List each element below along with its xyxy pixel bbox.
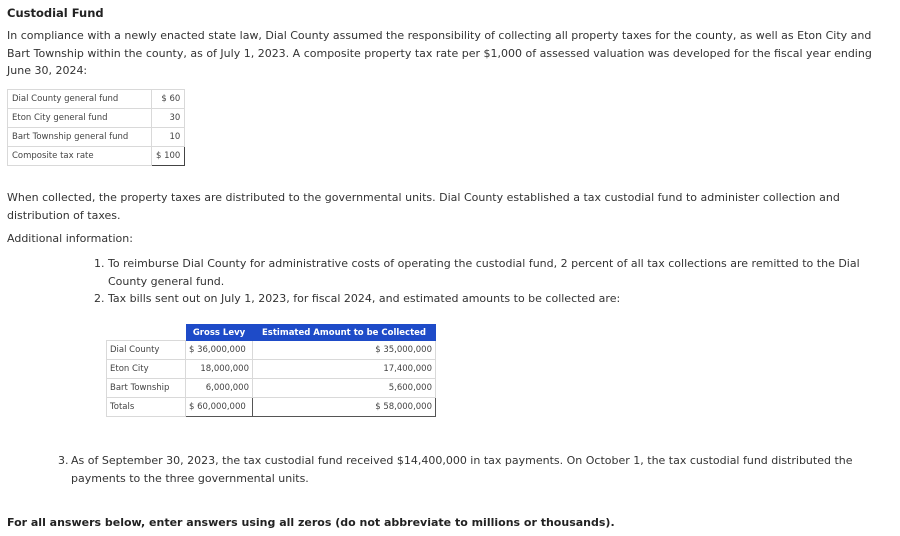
table-header-row bbox=[107, 325, 436, 341]
distribution-paragraph: When collected, the property taxes are distributed to the governmental units. Dial County established a tax custodial fund to administer collection and distribution of taxes. bbox=[7, 191, 840, 222]
table-row bbox=[107, 398, 436, 417]
table-row bbox=[8, 147, 185, 166]
list-item bbox=[94, 255, 889, 291]
gross-levy: 18,000,000 bbox=[186, 360, 253, 379]
additional-info-label: Additional information: bbox=[7, 232, 133, 245]
gross-levy-total: $ 60,000,000 bbox=[186, 398, 253, 417]
unit-name: Dial County bbox=[107, 341, 186, 360]
estimated-amount: $ 35,000,000 bbox=[253, 341, 436, 360]
intro-paragraph: In compliance with a newly enacted state law, Dial County assumed the responsibility of collecting all property taxes for the county, as well as Eton City and Bart Township within the county, as of July 1, 2023. A composite property tax rate per $1,000 of assessed valuation was developed for the fiscal year ending June 30, 2024: bbox=[7, 29, 872, 77]
table-row bbox=[8, 109, 185, 128]
list-text: As of September 30, 2023, the tax custodial fund received $14,400,000 in tax payments. On October 1, the tax custodial fund distributed the payments to the three governmental units. bbox=[71, 454, 853, 485]
instruction-text: For all answers below, enter answers using all zeros (do not abbreviate to millions or thousands). bbox=[7, 516, 615, 529]
list-number: 3. bbox=[58, 454, 69, 467]
rate-value: $ 60 bbox=[152, 90, 185, 109]
rate-label: Composite tax rate bbox=[8, 147, 152, 166]
rate-value: 30 bbox=[152, 109, 185, 128]
gross-levy: $ 36,000,000 bbox=[186, 341, 253, 360]
unit-name: Totals bbox=[107, 398, 186, 417]
tax-rate-table bbox=[7, 89, 185, 166]
list-item bbox=[94, 290, 889, 308]
table-row bbox=[107, 341, 436, 360]
table-row bbox=[8, 90, 185, 109]
table-row bbox=[8, 128, 185, 147]
table-row bbox=[107, 360, 436, 379]
estimated-amount: 5,600,000 bbox=[253, 379, 436, 398]
rate-value: 10 bbox=[152, 128, 185, 147]
estimated-amount-total: $ 58,000,000 bbox=[253, 398, 436, 417]
gross-levy: 6,000,000 bbox=[186, 379, 253, 398]
header-gross-levy: Gross Levy bbox=[186, 325, 253, 341]
unit-name: Eton City bbox=[107, 360, 186, 379]
list-text: Tax bills sent out on July 1, 2023, for fiscal 2024, and estimated amounts to be collected are: bbox=[108, 292, 621, 305]
list-number: 1. bbox=[94, 257, 105, 270]
levy-table bbox=[106, 324, 436, 417]
unit-name: Bart Township bbox=[107, 379, 186, 398]
header-blank bbox=[107, 325, 186, 341]
list-number: 2. bbox=[94, 292, 105, 305]
page-title: Custodial Fund bbox=[7, 6, 104, 20]
list-item bbox=[58, 452, 893, 488]
rate-label: Eton City general fund bbox=[8, 109, 152, 128]
rate-value-total: $ 100 bbox=[152, 147, 185, 166]
rate-label: Bart Township general fund bbox=[8, 128, 152, 147]
header-estimated: Estimated Amount to be Collected bbox=[253, 325, 436, 341]
estimated-amount: 17,400,000 bbox=[253, 360, 436, 379]
list-text: To reimburse Dial County for administrative costs of operating the custodial fund, 2 percent of all tax collections are remitted to the Dial County general fund. bbox=[108, 257, 860, 288]
rate-label: Dial County general fund bbox=[8, 90, 152, 109]
table-row bbox=[107, 379, 436, 398]
